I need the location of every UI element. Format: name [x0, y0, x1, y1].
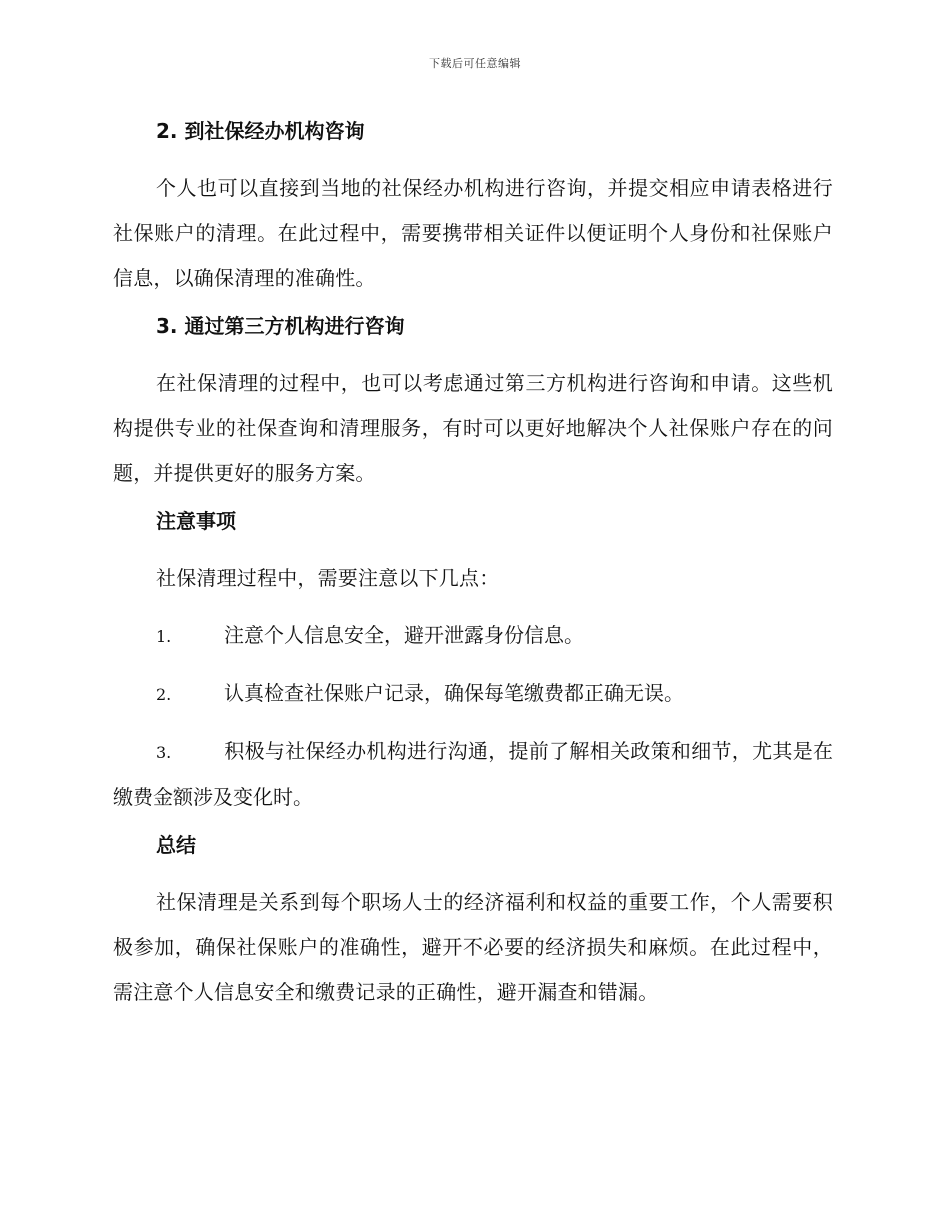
section-heading-summary: 总结 [156, 833, 196, 857]
list-item-number: 2. [156, 685, 172, 704]
page-header: 下载后可任意编辑 [429, 57, 521, 70]
list-item-number: 1. [156, 627, 172, 646]
paragraph-notes-intro: 社保清理过程中，需要注意以下几点： [156, 566, 500, 590]
list-item-text: 注意个人信息安全，避开泄露身份信息。 [224, 623, 584, 647]
list-item [113, 729, 833, 820]
section-heading-third-party: 3. 通过第三方机构进行咨询 [156, 314, 405, 338]
list-item-text: 积极与社保经办机构进行沟通，提前了解相关政策和细节，尤其是在缴费金额涉及变化时。 [113, 739, 833, 809]
list-item [113, 613, 833, 659]
section-heading-consult-agency: 2. 到社保经办机构咨询 [156, 119, 365, 143]
list-item [113, 671, 833, 717]
paragraph-third-party: 在社保清理的过程中，也可以考虑通过第三方机构进行咨询和申请。这些机构提供专业的社保查询和清理服务，有时可以更好地解决个人社保账户存在的问题，并提供更好的服务方案。 [113, 371, 833, 485]
document-body [113, 108, 833, 1015]
list-item-number: 3. [156, 743, 172, 762]
paragraph-consult-agency: 个人也可以直接到当地的社保经办机构进行咨询，并提交相应申请表格进行社保账户的清理。在此过程中，需要携带相关证件以便证明个人身份和社保账户信息，以确保清理的准确性。 [113, 176, 833, 290]
section-heading-notes: 注意事项 [156, 509, 236, 533]
paragraph-summary: 社保清理是关系到每个职场人士的经济福利和权益的重要工作，个人需要积极参加，确保社保账户的准确性，避开不必要的经济损失和麻烦。在此过程中，需注意个人信息安全和缴费记录的正确性，避开漏查和错漏。 [113, 890, 833, 1004]
list-item-text: 认真检查社保账户记录，确保每笔缴费都正确无误。 [224, 681, 684, 705]
